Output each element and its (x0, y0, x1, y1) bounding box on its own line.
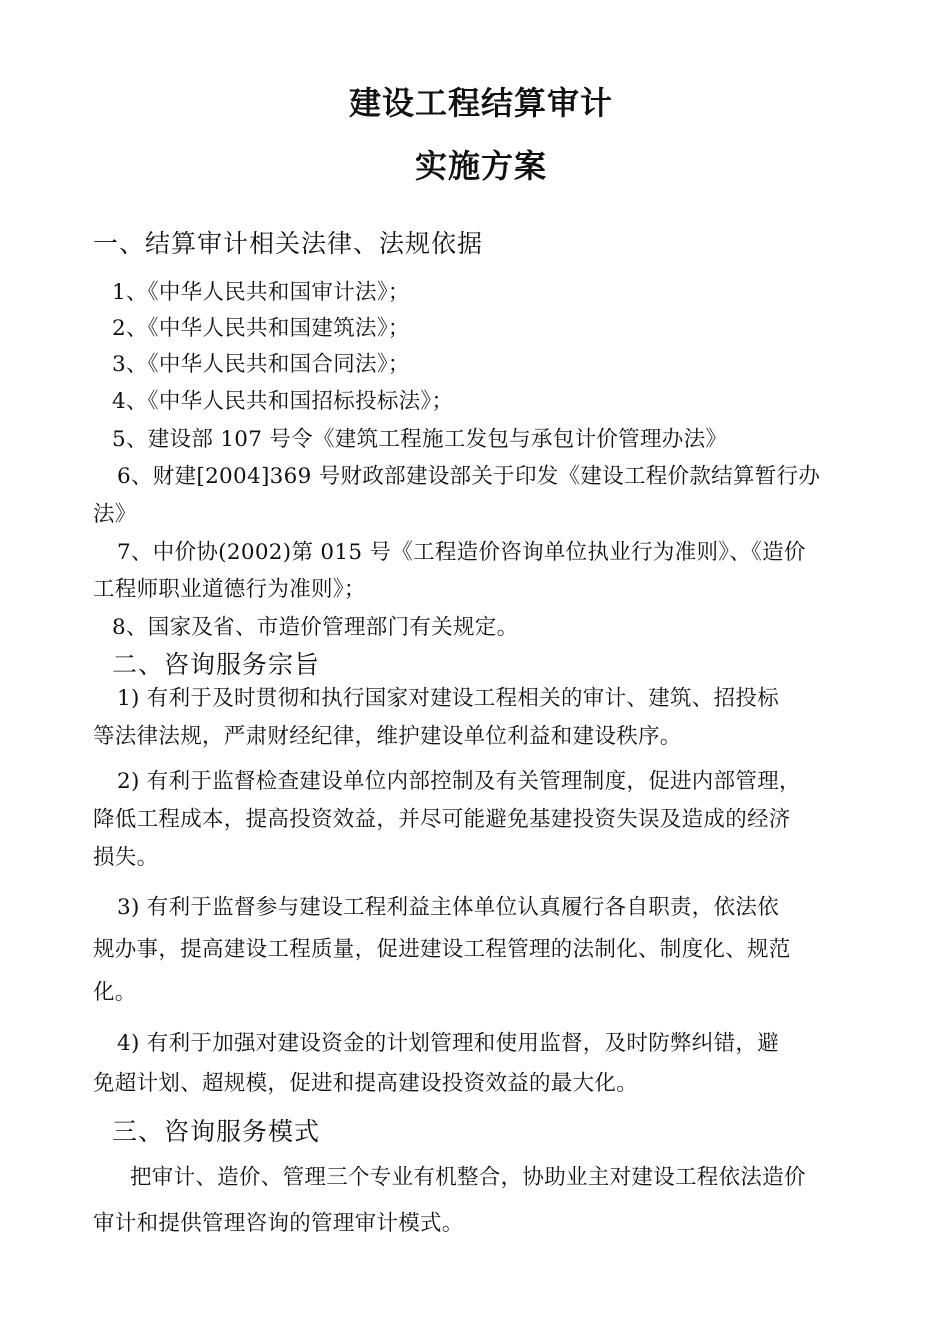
list-item: 1、《中华人民共和国审计法》； (112, 280, 410, 305)
paragraph-line: 审计和提供管理咨询的管理审计模式。 (93, 1211, 464, 1236)
paragraph-line: 化。 (93, 980, 137, 1005)
list-item: 6、财建[2004]369 号财政部建设部关于印发《建设工程价款结算暂行办 (117, 464, 821, 489)
document-subtitle: 实施方案 (414, 147, 547, 185)
list-item: 5、建设部 107 号令《建筑工程施工发包与承包计价管理办法》 (112, 427, 728, 452)
paragraph-line: 把审计、造价、管理三个专业有机整合，协助业主对建设工程依法造价 (130, 1165, 806, 1190)
list-item: 3、《中华人民共和国合同法》； (112, 352, 410, 377)
list-item-continuation: 法》 (93, 502, 137, 527)
list-item: 7、中价协(2002)第 015 号《工程造价咨询单位执业行为准则》、《造价 (117, 540, 806, 565)
section-heading-2: 二、咨询服务宗旨 (112, 650, 321, 679)
list-item-continuation: 工程师职业道德行为准则》； (93, 577, 366, 602)
paragraph-line: 规办事，提高建设工程质量，促进建设工程管理的法制化、制度化、规范 (93, 937, 791, 962)
paragraph-line: 等法律法规，严肃财经纪律，维护建设单位利益和建设秩序。 (93, 724, 682, 749)
paragraph-line: 2) 有利于监督检查建设单位内部控制及有关管理制度，促进内部管理， (117, 769, 801, 794)
section-heading-3: 三、咨询服务模式 (112, 1117, 321, 1146)
section-heading-1: 一、结算审计相关法律、法规依据 (93, 229, 484, 258)
paragraph-line: 1) 有利于及时贯彻和执行国家对建设工程相关的审计、建筑、招投标 (117, 686, 780, 711)
list-item: 8、国家及省、市造价管理部门有关规定。 (112, 615, 519, 640)
paragraph-line: 4) 有利于加强对建设资金的计划管理和使用监督，及时防弊纠错，避 (117, 1031, 780, 1056)
list-item: 2、《中华人民共和国建筑法》； (112, 316, 410, 341)
paragraph-line: 损失。 (93, 845, 159, 870)
document-title: 建设工程结算审计 (348, 84, 613, 122)
paragraph-line: 免超计划、超规模，促进和提高建设投资效益的最大化。 (93, 1071, 639, 1096)
paragraph-line: 3) 有利于监督参与建设工程利益主体单位认真履行各自职责，依法依 (117, 895, 780, 920)
paragraph-line: 降低工程成本，提高投资效益，并尽可能避免基建投资失误及造成的经济 (93, 807, 791, 832)
list-item: 4、《中华人民共和国招标投标法》； (112, 389, 454, 414)
